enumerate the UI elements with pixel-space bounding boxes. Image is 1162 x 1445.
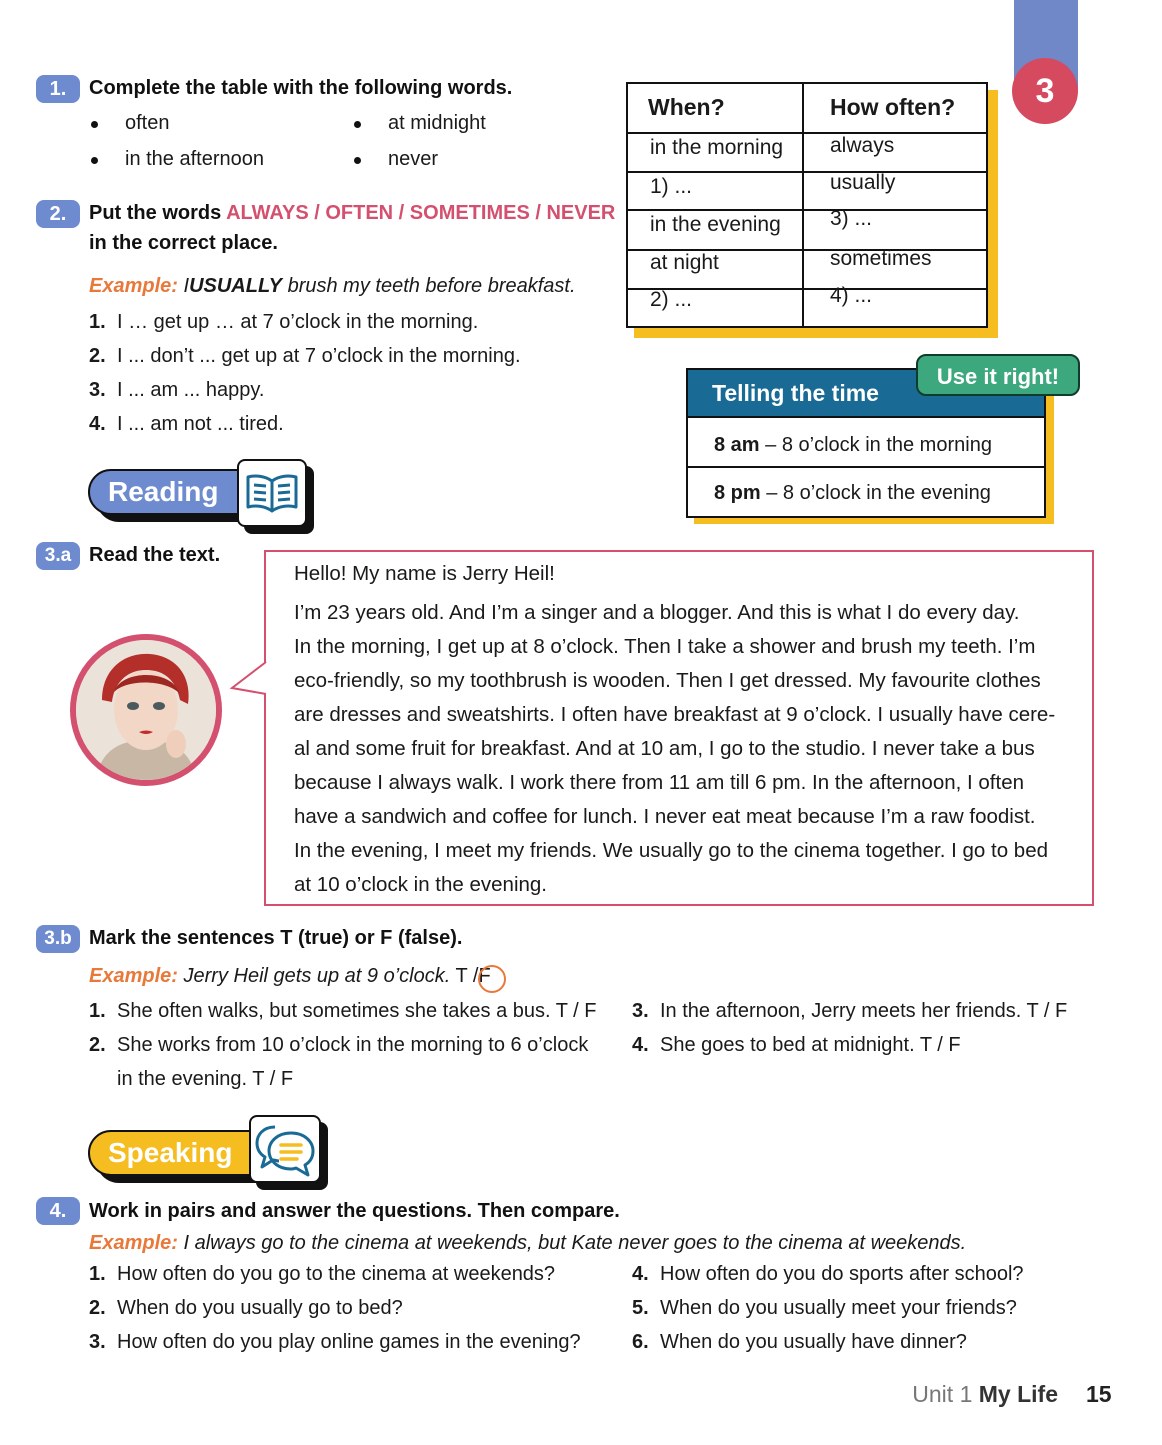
table-cell: 2) ... <box>650 288 693 311</box>
bullet-icon <box>91 121 98 128</box>
speaking-banner: Speaking <box>88 1130 302 1176</box>
table-header-when: When? <box>648 94 725 120</box>
task-2-title-words: ALWAYS / OFTEN / SOMETIMES / NEVER <box>226 202 616 224</box>
table-cell: 3) ... <box>830 207 873 230</box>
item-number: 3. <box>632 1000 649 1022</box>
task-3b-item: She often walks, but sometimes she takes a bus. T / F <box>117 1000 597 1022</box>
reading-line: In the morning, I get up at 8 o’clock. Then I take a shower and brush my teeth. I’m <box>294 635 1036 658</box>
task-2-title <box>89 202 615 225</box>
footer-unit-title <box>912 1381 1058 1408</box>
table-cell: 4) ... <box>830 284 873 307</box>
time-rule-term: 8 am <box>714 434 760 456</box>
reading-line: at 10 o’clock in the evening. <box>294 873 547 896</box>
item-number: 2. <box>89 1297 106 1319</box>
task-3b-item: In the afternoon, Jerry meets her friends. T / F <box>660 1000 1068 1022</box>
item-number: 3. <box>89 1331 106 1353</box>
item-number: 4. <box>632 1034 649 1056</box>
speech-bubbles-icon <box>249 1115 321 1183</box>
jerry-heil-photo <box>70 634 222 786</box>
task-3b-title: Mark the sentences T (true) or F (false). <box>89 927 463 949</box>
speech-pointer-icon <box>228 660 268 696</box>
word-option: at midnight <box>388 112 486 134</box>
task-4-question: When do you usually meet your friends? <box>660 1297 1017 1319</box>
time-rule <box>714 434 992 457</box>
task-4-question: How often do you do sports after school? <box>660 1263 1024 1285</box>
reading-line: eco-friendly, so my toothbrush is wooden. Then I get dressed. My favourite clothes <box>294 669 1041 692</box>
task-4-badge: 4. <box>36 1197 80 1225</box>
example-text: Jerry Heil gets up at 9 o’clock. <box>183 965 451 987</box>
task-4-question: How often do you go to the cinema at weekends? <box>117 1263 556 1285</box>
example-bold: USUALLY <box>189 275 283 297</box>
task-1-badge: 1. <box>36 75 80 103</box>
table-cell: in the morning <box>650 136 784 159</box>
task-2-title-suffix: in the correct place. <box>89 232 278 254</box>
time-rule-term: 8 pm <box>714 482 761 504</box>
task-3b-example <box>89 965 491 988</box>
item-number: 1. <box>89 311 106 333</box>
task-3a-badge: 3.a <box>36 542 80 570</box>
table-row <box>628 173 986 211</box>
footer-unit-label: Unit 1 <box>912 1381 973 1407</box>
footer-unit-name: My Life <box>978 1381 1058 1407</box>
word-option: never <box>388 148 439 170</box>
time-rule-def: – 8 o’clock in the morning <box>759 434 992 456</box>
example-answer-f: F <box>478 965 491 987</box>
task-3b-item: She goes to bed at midnight. T / F <box>660 1034 961 1056</box>
table-cell: usually <box>830 171 896 194</box>
table-cell: always <box>830 134 895 157</box>
divider <box>688 466 1044 468</box>
item-number: 4. <box>632 1263 649 1285</box>
table-header-row <box>628 84 986 134</box>
task-2-item: I … get up … at 7 o’clock in the morning. <box>117 311 479 333</box>
table-cell: 1) ... <box>650 175 693 198</box>
reading-line: al and some fruit for breakfast. And at 10 am, I go to the studio. I never take a bus <box>294 737 1035 760</box>
example-label: Example: <box>89 965 178 987</box>
task-2-item: I ... am not ... tired. <box>117 413 284 435</box>
table-cell: at night <box>650 251 719 274</box>
task-4-question: How often do you play online games in the evening? <box>117 1331 581 1353</box>
item-number: 5. <box>632 1297 649 1319</box>
task-1-title: Complete the table with the following words. <box>89 77 513 99</box>
task-4-title: Work in pairs and answer the questions. Then compare. <box>89 1200 620 1222</box>
use-it-right-heading: Telling the time <box>712 380 879 406</box>
item-number: 3. <box>89 379 106 401</box>
table-row <box>628 134 986 173</box>
reading-banner: Reading <box>88 469 298 515</box>
table-row <box>628 284 986 326</box>
task-3b-item: She works from 10 o’clock in the morning to 6 o’clock <box>117 1034 589 1056</box>
page-number: 15 <box>1086 1381 1112 1407</box>
item-number: 1. <box>89 1263 106 1285</box>
reading-line: are dresses and sweatshirts. I often have breakfast at 9 o’clock. I usually have cere- <box>294 703 1056 726</box>
word-option: often <box>125 112 170 134</box>
task-2-badge: 2. <box>36 200 80 228</box>
item-number: 1. <box>89 1000 106 1022</box>
unit-number-badge: 3 <box>1012 58 1078 124</box>
task-4-question: When do you usually have dinner? <box>660 1331 967 1353</box>
table-row <box>628 207 986 251</box>
task-2-item: I ... don’t ... get up at 7 o’clock in the morning. <box>117 345 521 367</box>
task-2-title-prefix: Put the words <box>89 202 222 224</box>
use-it-right-tag: Use it right! <box>916 354 1080 396</box>
task-2-item: I ... am ... happy. <box>117 379 265 401</box>
item-number: 2. <box>89 1034 106 1056</box>
reading-text-box <box>264 550 1094 906</box>
example-text: I always go to the cinema at weekends, but Kate never goes to the cinema at weekends. <box>183 1232 967 1254</box>
time-rule-def: – 8 o’clock in the evening <box>760 482 991 504</box>
example-label: Example: <box>89 1232 178 1254</box>
task-3b-item-cont: in the evening. T / F <box>117 1068 294 1090</box>
reading-line: I’m 23 years old. And I’m a singer and a blogger. And this is what I do every day. <box>294 601 1020 624</box>
task-4-question: When do you usually go to bed? <box>117 1297 403 1319</box>
task-3b-badge: 3.b <box>36 925 80 953</box>
reading-line: Hello! My name is Jerry Heil! <box>294 562 555 585</box>
example-pre: I <box>183 275 190 297</box>
item-number: 2. <box>89 345 106 367</box>
book-icon <box>237 459 307 527</box>
bullet-icon <box>91 157 98 164</box>
bullet-icon <box>354 157 361 164</box>
table-cell: sometimes <box>830 247 932 270</box>
answer-circle-icon <box>478 965 506 993</box>
table-row <box>628 247 986 290</box>
task-2-example <box>89 275 576 298</box>
reading-line: because I always walk. I work there from 11 am till 6 pm. In the afternoon, I often <box>294 771 1024 794</box>
example-post: brush my teeth before breakfast. <box>287 275 576 297</box>
example-label: Example: <box>89 275 178 297</box>
word-option: in the afternoon <box>125 148 264 170</box>
table-header-how-often: How often? <box>830 94 956 120</box>
task-4-example <box>89 1232 966 1255</box>
item-number: 6. <box>632 1331 649 1353</box>
example-answer-t: T / <box>455 965 479 987</box>
task-3a-title: Read the text. <box>89 544 221 566</box>
bullet-icon <box>354 121 361 128</box>
time-rule <box>714 482 991 505</box>
reading-line: In the evening, I meet my friends. We usually go to the cinema together. I go to bed <box>294 839 1049 862</box>
reading-line: have a sandwich and coffee for lunch. I never eat meat because I’m a raw foodist. <box>294 805 1036 828</box>
when-how-often-table <box>626 82 988 328</box>
table-cell: in the evening <box>650 213 781 236</box>
item-number: 4. <box>89 413 106 435</box>
